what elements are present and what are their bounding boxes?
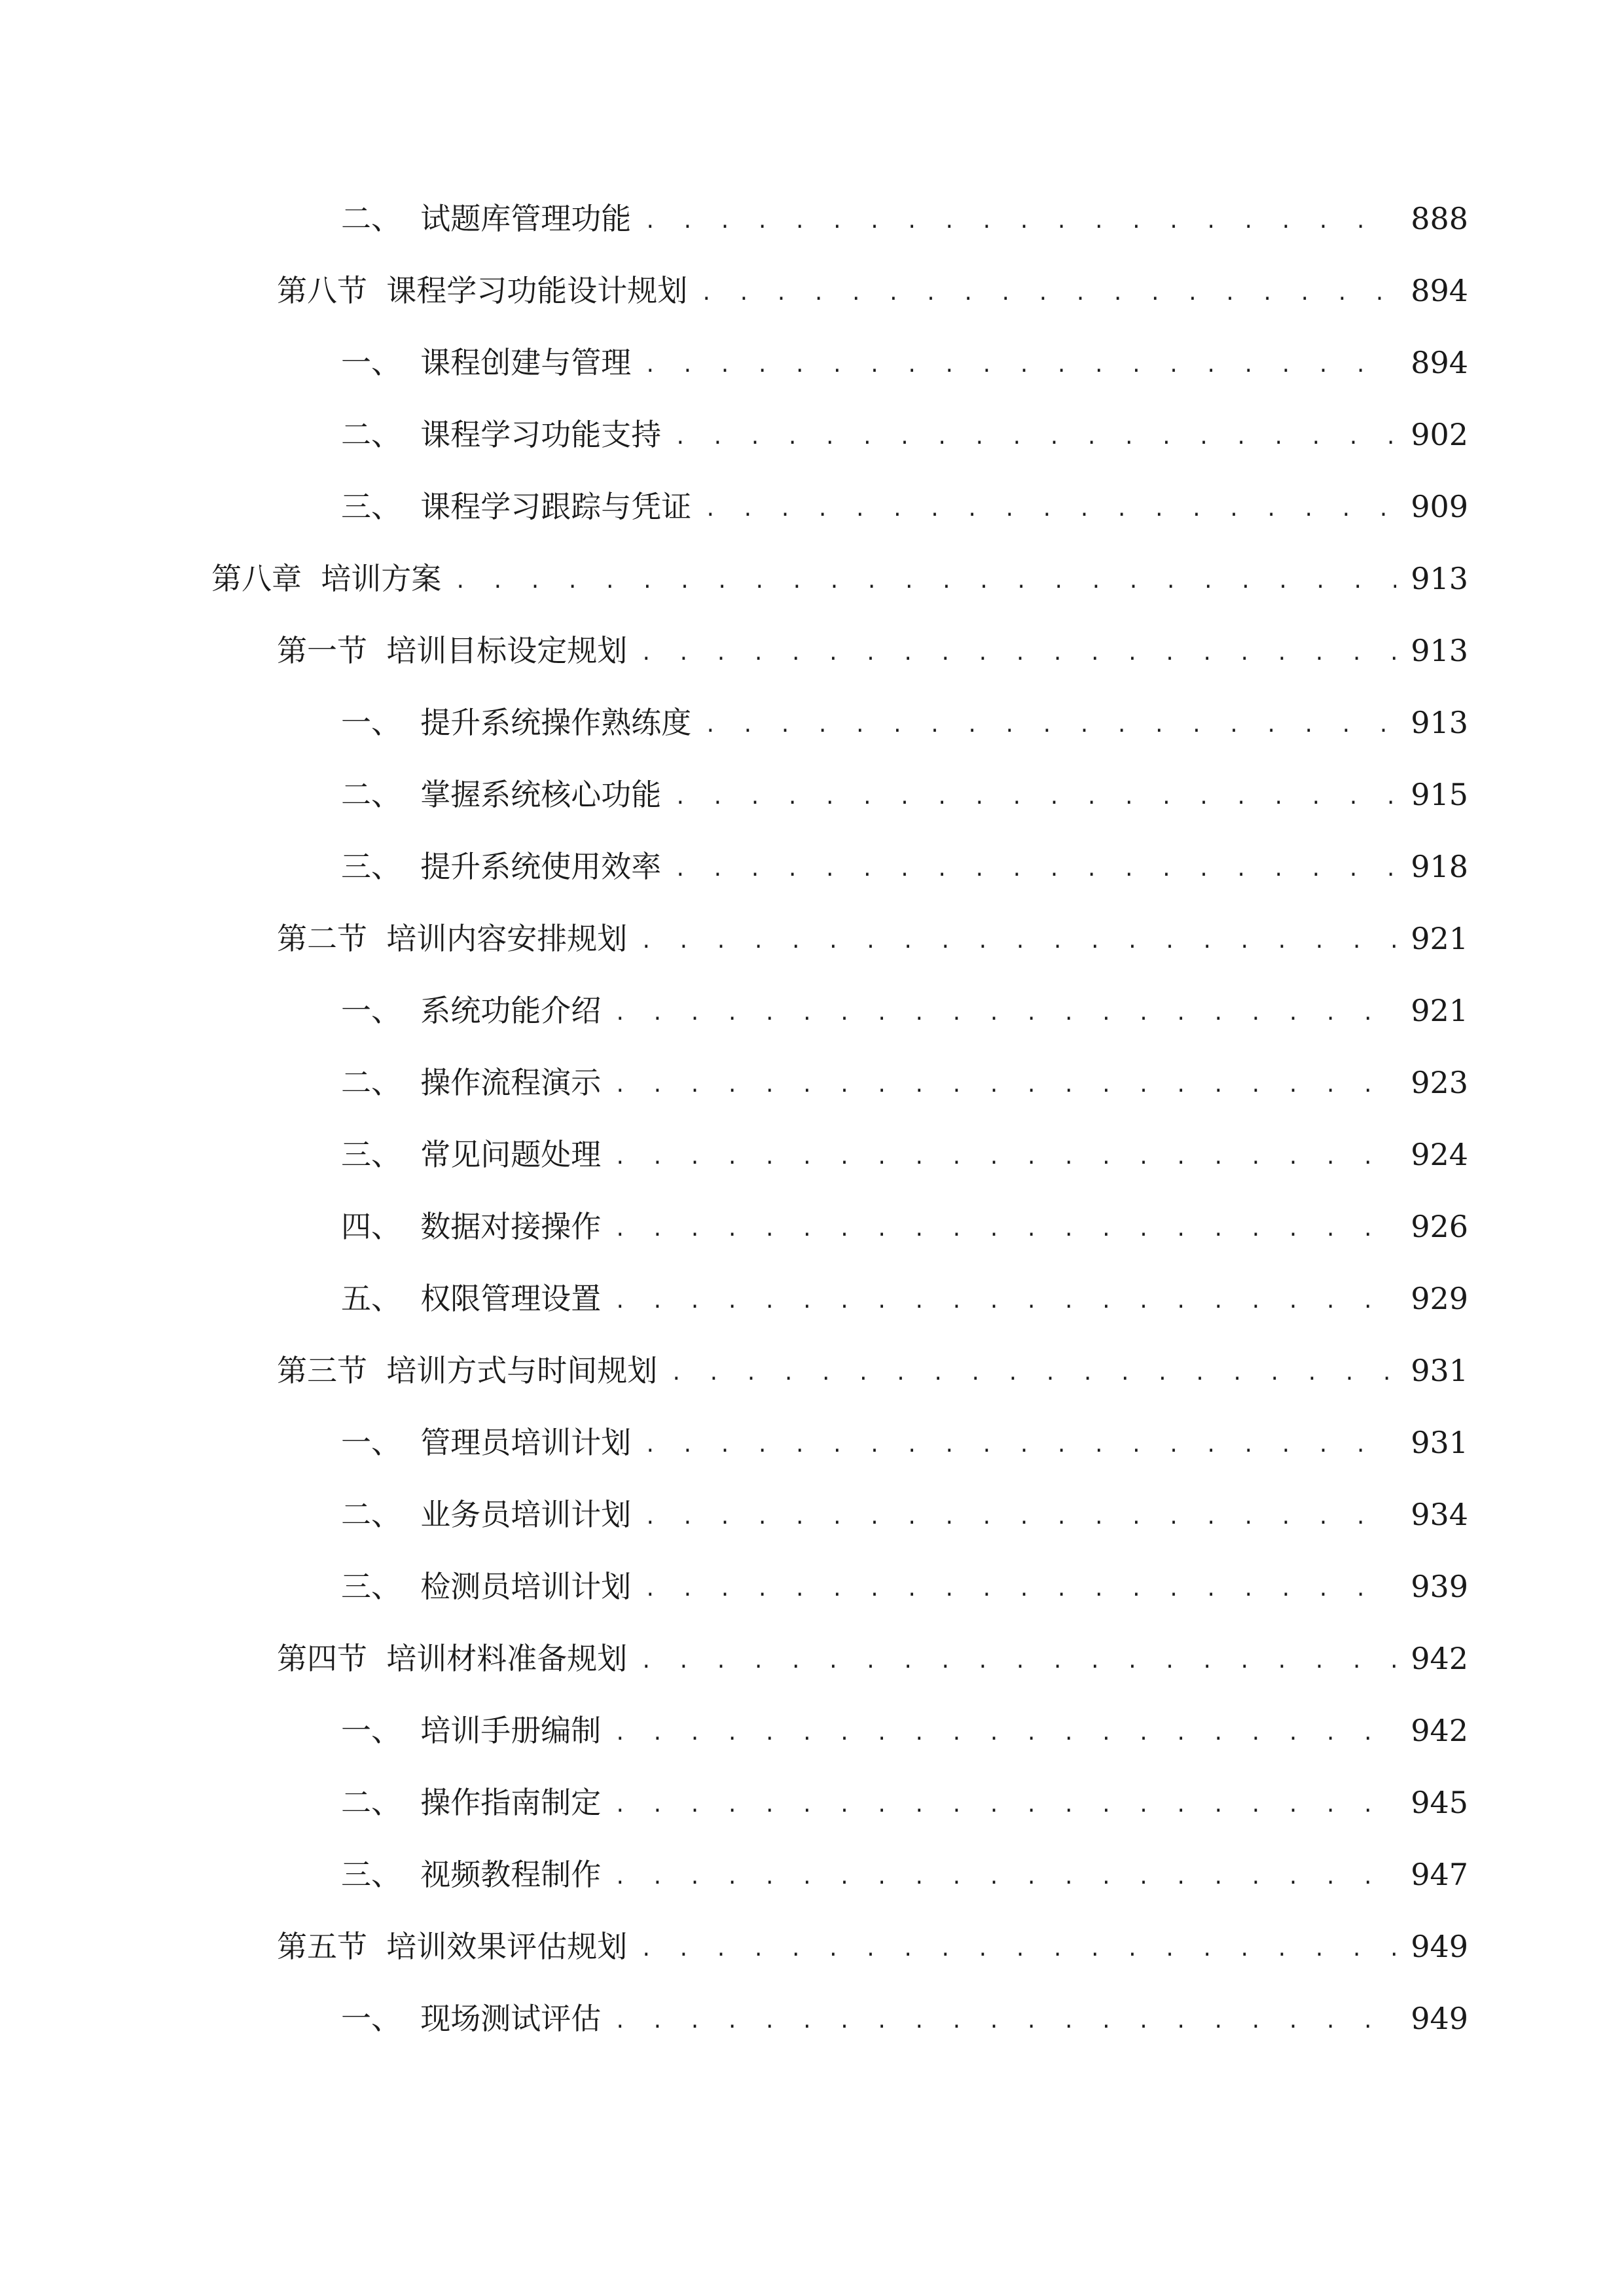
toc-entry-label: 一、 提升系统操作熟练度 xyxy=(341,705,692,740)
toc-dot-leader xyxy=(644,1573,1396,1606)
toc-dot-leader xyxy=(614,1789,1396,1822)
toc-entry-label: 三、 视频教程制作 xyxy=(341,1857,602,1892)
toc-dot-leader xyxy=(644,1429,1396,1462)
toc-page-number: 949 xyxy=(1411,2001,1468,2036)
toc-entry[interactable] xyxy=(341,408,1468,454)
toc-dot-leader xyxy=(644,206,1396,238)
toc-entry[interactable] xyxy=(341,984,1468,1030)
toc-entry-label: 二、 课程学习功能支持 xyxy=(341,417,662,452)
toc-entry-label: 一、 管理员培训计划 xyxy=(341,1425,632,1460)
toc-entry[interactable] xyxy=(341,1056,1468,1102)
toc-entry[interactable] xyxy=(341,1560,1468,1606)
toc-entry[interactable] xyxy=(341,1200,1468,1246)
toc-entry[interactable] xyxy=(277,264,1468,310)
toc-dot-leader xyxy=(454,565,1396,598)
toc-entry[interactable] xyxy=(341,1848,1468,1894)
toc-entry[interactable] xyxy=(341,192,1468,238)
toc-dot-leader xyxy=(674,422,1396,454)
toc-entry-label: 二、 试题库管理功能 xyxy=(341,201,632,236)
toc-entry[interactable] xyxy=(277,912,1468,958)
toc-page-number: 918 xyxy=(1411,849,1468,884)
toc-dot-leader xyxy=(640,1645,1396,1678)
toc-entry[interactable] xyxy=(341,768,1468,814)
toc-entry-label: 二、 操作指南制定 xyxy=(341,1785,602,1820)
toc-entry-label: 三、 检测员培训计划 xyxy=(341,1569,632,1604)
toc-entry-label: 第二节 培训内容安排规划 xyxy=(277,921,628,956)
toc-entry[interactable] xyxy=(341,336,1468,382)
toc-dot-leader xyxy=(614,997,1396,1030)
toc-dot-leader xyxy=(674,781,1396,814)
toc-dot-leader xyxy=(704,493,1396,526)
toc-dot-leader xyxy=(614,1141,1396,1174)
toc-dot-leader xyxy=(700,278,1396,310)
toc-entry[interactable] xyxy=(341,1416,1468,1462)
toc-entry-label: 一、 课程创建与管理 xyxy=(341,345,632,380)
toc-dot-leader xyxy=(640,1933,1396,1966)
toc-page-number: 945 xyxy=(1411,1785,1468,1820)
toc-entry-label: 第八章 培训方案 xyxy=(211,561,442,596)
toc-page-number: 894 xyxy=(1411,345,1468,380)
toc-entry-label: 一、 系统功能介绍 xyxy=(341,993,602,1028)
toc-dot-leader xyxy=(644,350,1396,382)
toc-page-number: 913 xyxy=(1411,561,1468,596)
toc-page-number: 888 xyxy=(1411,201,1468,236)
toc-dot-leader xyxy=(640,925,1396,958)
toc-page-number: 949 xyxy=(1411,1929,1468,1964)
toc-page-number: 942 xyxy=(1411,1713,1468,1748)
toc-entry-label: 四、 数据对接操作 xyxy=(341,1209,602,1244)
toc-entry-label: 第五节 培训效果评估规划 xyxy=(277,1929,628,1964)
toc-entry-label: 三、 常见问题处理 xyxy=(341,1137,602,1172)
toc-entry[interactable] xyxy=(277,1344,1468,1390)
toc-dot-leader xyxy=(614,1285,1396,1318)
toc-page-number: 923 xyxy=(1411,1065,1468,1100)
toc-entry[interactable] xyxy=(341,1704,1468,1750)
toc-entry[interactable] xyxy=(341,840,1468,886)
toc-dot-leader xyxy=(614,2005,1396,2038)
toc-page-number: 934 xyxy=(1411,1497,1468,1532)
toc-dot-leader xyxy=(670,1357,1396,1390)
toc-entry-label: 第三节 培训方式与时间规划 xyxy=(277,1353,658,1388)
toc-page-number: 926 xyxy=(1411,1209,1468,1244)
toc-entry-label: 二、 业务员培训计划 xyxy=(341,1497,632,1532)
toc-dot-leader xyxy=(644,1501,1396,1534)
toc-page-number: 947 xyxy=(1411,1857,1468,1892)
toc-page-number: 921 xyxy=(1411,921,1468,956)
toc-entry[interactable] xyxy=(341,696,1468,742)
toc-entry[interactable] xyxy=(341,1128,1468,1174)
toc-entry-label: 一、 培训手册编制 xyxy=(341,1713,602,1748)
toc-dot-leader xyxy=(614,1861,1396,1894)
toc-dot-leader xyxy=(704,709,1396,742)
toc-page-number: 921 xyxy=(1411,993,1468,1028)
toc-entry[interactable] xyxy=(341,480,1468,526)
toc-entry-label: 一、 现场测试评估 xyxy=(341,2001,602,2036)
toc-entry[interactable] xyxy=(341,1992,1468,2038)
toc-entry-label: 第四节 培训材料准备规划 xyxy=(277,1641,628,1676)
toc-entry[interactable] xyxy=(277,624,1468,670)
toc-page-number: 913 xyxy=(1411,705,1468,740)
toc-entry-label: 二、 掌握系统核心功能 xyxy=(341,777,662,812)
toc-entry-label: 第八节 课程学习功能设计规划 xyxy=(277,273,688,308)
toc-page-number: 924 xyxy=(1411,1137,1468,1172)
toc-page-number: 915 xyxy=(1411,777,1468,812)
toc-entry-label: 第一节 培训目标设定规划 xyxy=(277,633,628,668)
toc-entry[interactable] xyxy=(211,552,1468,598)
toc-entry[interactable] xyxy=(341,1488,1468,1534)
toc-page-number: 894 xyxy=(1411,273,1468,308)
toc-page-number: 931 xyxy=(1411,1353,1468,1388)
toc-entry[interactable] xyxy=(341,1776,1468,1822)
toc-entry[interactable] xyxy=(277,1632,1468,1678)
toc-page-number: 931 xyxy=(1411,1425,1468,1460)
toc-page-number: 942 xyxy=(1411,1641,1468,1676)
toc-dot-leader xyxy=(614,1717,1396,1750)
toc-dot-leader xyxy=(640,637,1396,670)
toc-entry-label: 五、 权限管理设置 xyxy=(341,1281,602,1316)
toc-entry[interactable] xyxy=(341,1272,1468,1318)
toc-page-number: 902 xyxy=(1411,417,1468,452)
toc-entry-label: 三、 提升系统使用效率 xyxy=(341,849,662,884)
toc-entry[interactable] xyxy=(277,1920,1468,1966)
toc-entry-label: 三、 课程学习跟踪与凭证 xyxy=(341,489,692,524)
toc-entry-label: 二、 操作流程演示 xyxy=(341,1065,602,1100)
toc-page-number: 909 xyxy=(1411,489,1468,524)
toc-page-number: 913 xyxy=(1411,633,1468,668)
toc-page-number: 929 xyxy=(1411,1281,1468,1316)
toc-dot-leader xyxy=(674,853,1396,886)
toc-dot-leader xyxy=(614,1069,1396,1102)
toc-dot-leader xyxy=(614,1213,1396,1246)
toc-page-number: 939 xyxy=(1411,1569,1468,1604)
